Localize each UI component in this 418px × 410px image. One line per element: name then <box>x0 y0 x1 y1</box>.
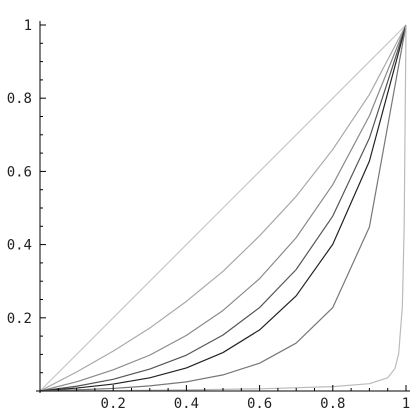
y-tick-label: 0.6 <box>6 164 32 181</box>
x-tick-label: 0.6 <box>246 396 273 410</box>
x-tick-label: 0.4 <box>173 396 200 410</box>
x-tick-label: 1 <box>401 396 411 410</box>
x-tick-label: 0.2 <box>100 396 126 410</box>
series-line-1 <box>40 25 406 391</box>
y-tick-label: 0.4 <box>6 237 32 254</box>
x-tick-label: 0.8 <box>320 396 346 410</box>
tick-labels <box>7 18 411 410</box>
curves <box>40 25 406 391</box>
y-tick-label: 0.8 <box>6 91 32 108</box>
y-tick-label: 1 <box>23 18 32 34</box>
y-tick-label: 0.2 <box>6 310 32 327</box>
